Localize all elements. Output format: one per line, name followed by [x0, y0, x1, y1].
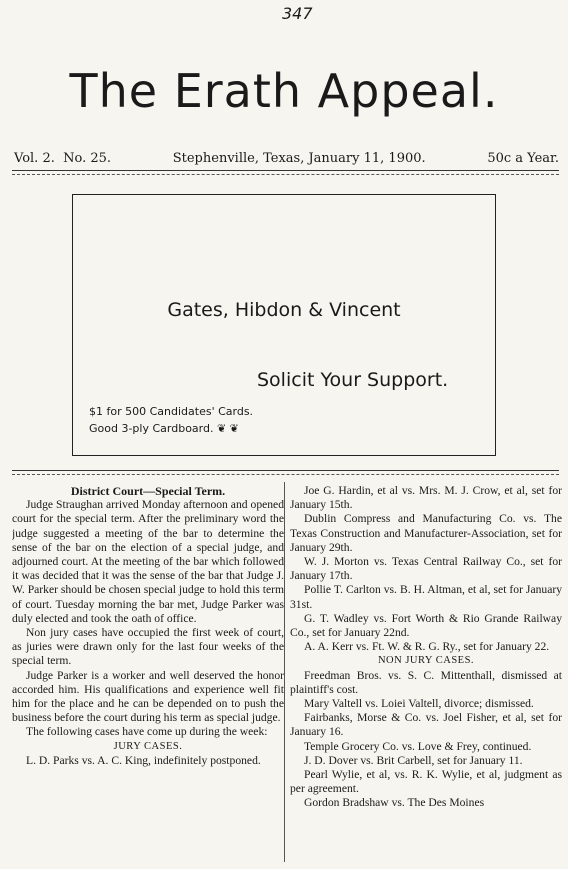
article-paragraph: Judge Straughan arrived Monday afternoon and opened court for the special term. After the preliminary word the judge suggested a meeting of the bar to determine the sense of the bar on the election of a special judge, and adjourned court. At the meeting of the bar which followed it was decided that it was the sense of the bar that Judge J. W. Parker should be chosen special judge to hold this term of court. Tuesday morning the bar met, Judge Parker was duly elected and took the oath of office.: [12, 498, 284, 625]
case-entry: Pearl Wylie, et al, vs. R. K. Wylie, et al, judgment as per agreement.: [290, 768, 562, 796]
header-rule: [12, 170, 559, 171]
ad-slogan: Solicit Your Support.: [257, 369, 449, 391]
case-entry: Fairbanks, Morse & Co. vs. Joel Fisher, et al, set for January 16.: [290, 711, 562, 739]
case-entry: Temple Grocery Co. vs. Love & Frey, continued.: [304, 739, 532, 753]
volume-label: Vol. 2. No. 25.: [14, 150, 112, 166]
case-entry: Pollie T. Carlton vs. B. H. Altman, et al, set for January 31st.: [290, 583, 562, 611]
case-entry: G. T. Wadley vs. Fort Worth & Rio Grande Railway Co., set for January 22nd.: [290, 611, 562, 640]
case-entry: Mary Valtell vs. Loiei Valtell, divorce; dismissed.: [304, 697, 534, 711]
case-entry: J. D. Dover vs. Brit Carbell, set for January 11.: [304, 753, 523, 767]
price: 50c a Year.: [487, 150, 559, 166]
right-column: [290, 484, 562, 864]
dateline: [14, 148, 559, 168]
case-entry: A. A. Kerr vs. Ft. W. & R. G. Ry., set for January 22.: [304, 640, 550, 654]
page-number: 347: [282, 4, 313, 23]
ad-line-cardboard: Good 3-ply Cardboard. ❦ ❦: [89, 422, 239, 435]
ad-line-cards: $1 for 500 Candidates' Cards.: [89, 405, 254, 418]
case-entry: Gordon Bradshaw vs. The Des Moines: [304, 796, 485, 810]
section-rule: [12, 470, 559, 471]
article-paragraph: Non jury cases have occupied the first week of court, as juries were drawn only for the last four weeks of the special term.: [12, 626, 284, 668]
article-paragraph: The following cases have come up during the week:: [26, 725, 268, 739]
header-rule-dashed: [12, 174, 559, 175]
masthead-title: The Erath Appeal.: [69, 64, 499, 118]
column-divider: [284, 482, 285, 862]
case-entry: Joe G. Hardin, et al vs. Mrs. M. J. Crow, et al, set for January 15th.: [290, 484, 562, 512]
case-entry: W. J. Morton vs. Texas Central Railway Co., set for January 17th.: [290, 555, 562, 583]
left-column: [12, 484, 284, 864]
advertisement-box: [72, 194, 496, 456]
non-jury-cases-heading: NON JURY CASES.: [377, 655, 475, 667]
article-heading: District Court—Special Term.: [70, 484, 226, 498]
place-date: Stephenville, Texas, January 11, 1900.: [172, 150, 426, 166]
case-entry: Dublin Compress and Manufacturing Co. vs. The Texas Construction and Manufacturer-Association, set for January 29th.: [290, 512, 562, 554]
case-entry: Freedman Bros. vs. S. C. Mittenthall, dismissed at plaintiff's cost.: [290, 668, 562, 696]
section-rule-dashed: [12, 474, 559, 475]
jury-cases-heading: JURY CASES.: [113, 740, 183, 752]
case-entry: L. D. Parks vs. A. C. King, indefinitely postponed.: [26, 753, 261, 767]
ad-firm-name: Gates, Hibdon & Vincent: [167, 299, 401, 321]
article-paragraph: Judge Parker is a worker and well deserved the honor accorded him. His qualifications and experience well fit him for the place and he can be depended on to push the business before the court during his term as special judge.: [12, 668, 284, 725]
